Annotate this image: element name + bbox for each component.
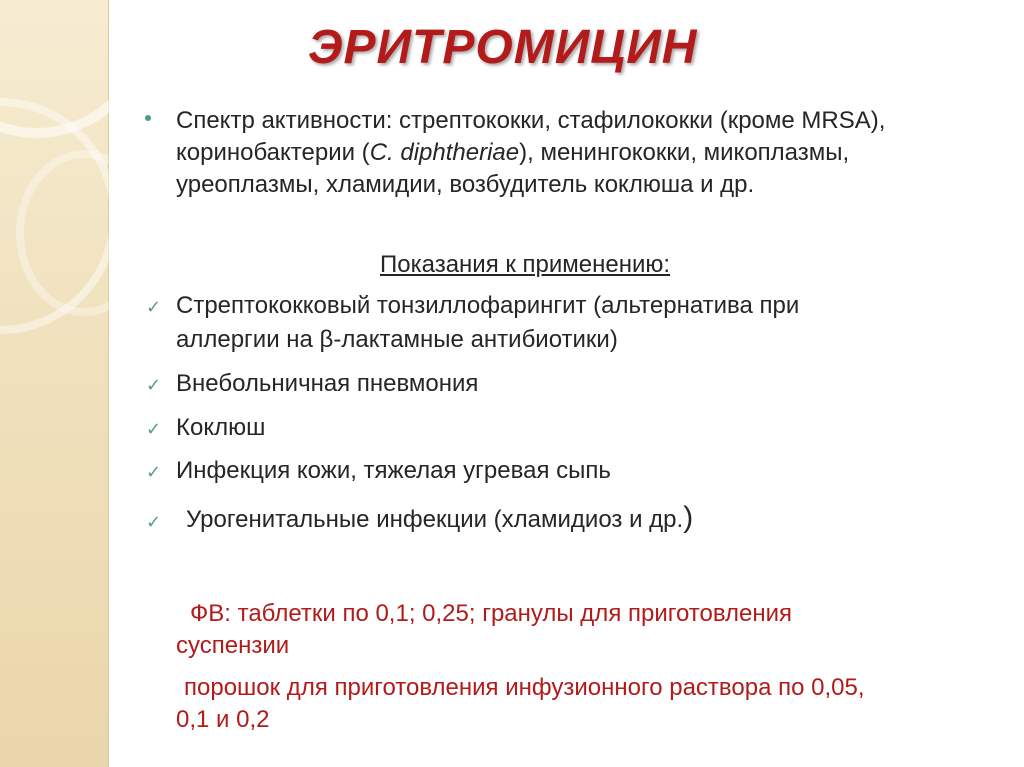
spectrum-italic: C. diphtheriae bbox=[369, 139, 520, 166]
indications-heading: Показания к применению: bbox=[380, 251, 671, 278]
spectrum-text-1: Спектр активности: стрептококки, стафилококки (кроме MRSA), коринобактерии ( bbox=[176, 107, 886, 166]
indication-item: Коклюш bbox=[176, 414, 266, 441]
check-icon: ✓ bbox=[146, 512, 162, 532]
bullet-icon bbox=[145, 115, 151, 121]
decorative-ring bbox=[16, 150, 152, 316]
forms-line: 0,1 и 0,2 bbox=[176, 706, 270, 733]
indication-text: Урогенитальные инфекции (хламидиоз и др. bbox=[186, 506, 684, 533]
check-icon: ✓ bbox=[146, 462, 162, 482]
spectrum-text-2: ), менингококки, микоплазмы, уреоплазмы, хламидии, возбудитель коклюша и др. bbox=[176, 139, 850, 198]
close-paren: ) bbox=[683, 501, 694, 534]
forms-line: ФВ: таблетки по 0,1; 0,25; гранулы для приготовления bbox=[190, 600, 793, 627]
indication-item: Стрептококковый тонзиллофарингит (альтернатива при bbox=[176, 292, 800, 319]
indication-item-cont: аллергии на β-лактамные антибиотики) bbox=[176, 326, 618, 353]
indication-item: Инфекция кожи, тяжелая угревая сыпь bbox=[176, 457, 611, 484]
spectrum-paragraph bbox=[176, 105, 936, 201]
decorative-sidebar bbox=[0, 0, 109, 767]
slide-title: ЭРИТРОМИЦИН bbox=[308, 21, 698, 74]
indication-item: Внебольничная пневмония bbox=[176, 370, 479, 397]
indication-item bbox=[186, 502, 693, 536]
check-icon: ✓ bbox=[146, 297, 162, 317]
check-icon: ✓ bbox=[146, 419, 162, 439]
forms-line: суспензии bbox=[176, 632, 290, 659]
check-icon: ✓ bbox=[146, 375, 162, 395]
forms-line: порошок для приготовления инфузионного раствора по 0,05, bbox=[184, 674, 865, 701]
